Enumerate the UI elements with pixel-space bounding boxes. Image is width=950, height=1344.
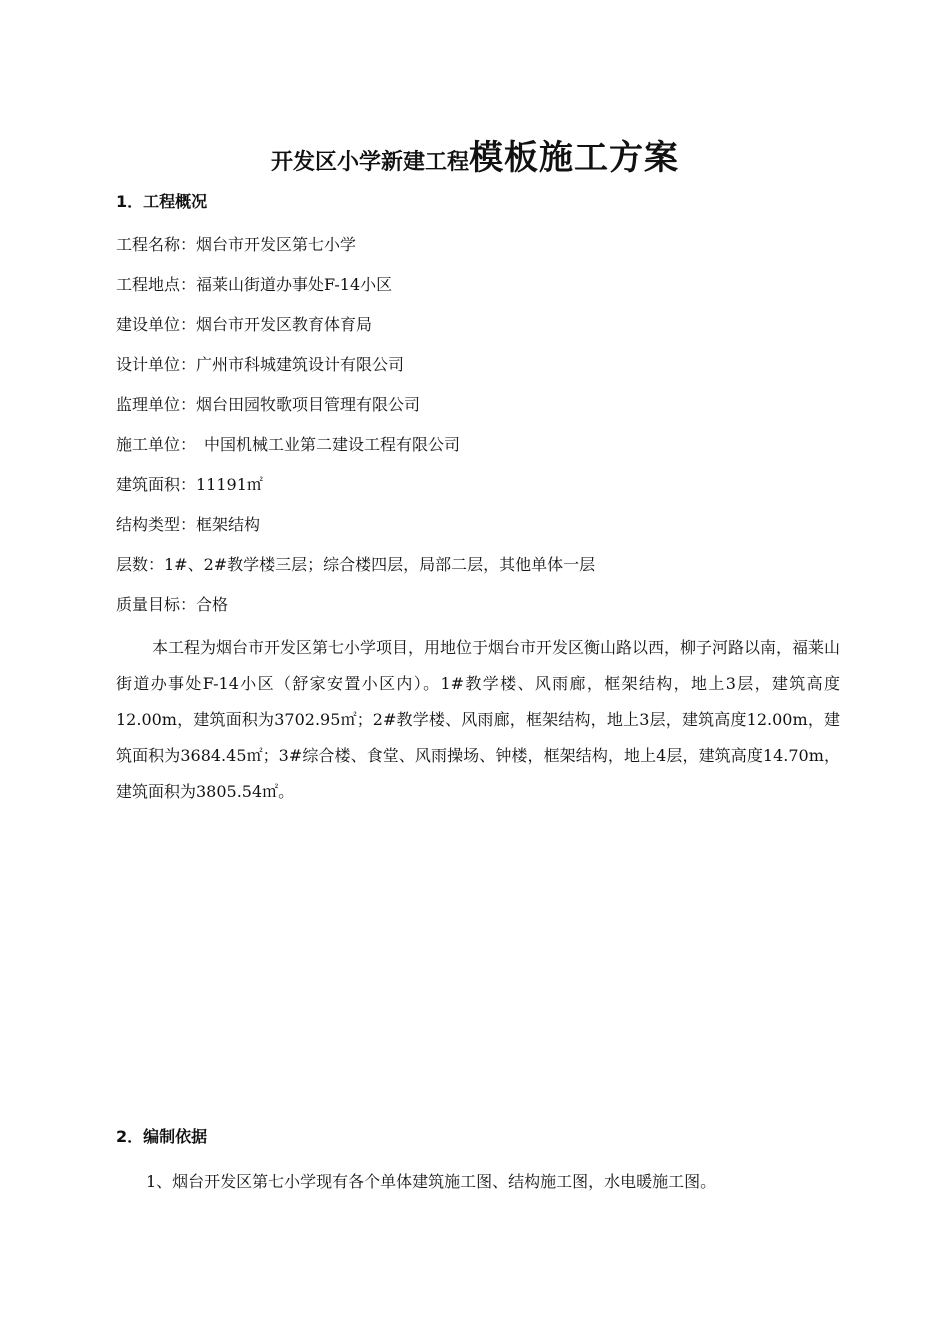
section-heading-basis: 2．编制依据 [116, 1127, 208, 1146]
info-row-location: 工程地点：福莱山街道办事处F-14小区 [116, 275, 393, 294]
info-row-contractor: 施工单位： 中国机械工业第二建设工程有限公司 [116, 435, 461, 454]
info-row-structure-type: 结构类型：框架结构 [116, 515, 261, 534]
title-main: 模板施工方案 [469, 138, 679, 178]
info-row-floors: 层数：1#、2#教学楼三层；综合楼四层，局部二层，其他单体一层 [116, 555, 596, 574]
info-row-quality-target: 质量目标：合格 [116, 595, 229, 614]
section-heading-overview: 1．工程概况 [116, 192, 208, 211]
overview-paragraph: 本工程为烟台市开发区第七小学项目，用地位于烟台市开发区衡山路以西，柳子河路以南，福莱山街道办事处F-14小区（舒家安置小区内）。1#教学楼、风雨廊，框架结构，地上3层，建筑高度12.00m，建筑面积为3702.95㎡；2#教学楼、风雨廊，框架结构，地上3层，建筑高度12.00m，建筑面积为3684.45㎡；3#综合楼、食堂、风雨操场、钟楼，框架结构，地上4层，建筑高度14.70m，建筑面积为3805.54㎡。 [116, 638, 841, 801]
info-row-supervisor: 监理单位：烟台田园牧歌项目管理有限公司 [116, 395, 421, 414]
project-info-list [116, 230, 846, 630]
info-row-building-area: 建筑面积：11191㎡ [116, 475, 263, 494]
document-title [0, 130, 950, 192]
basis-item: 1、烟台开发区第七小学现有各个单体建筑施工图、结构施工图，水电暖施工图。 [146, 1172, 717, 1191]
info-row-designer: 设计单位：广州市科城建筑设计有限公司 [116, 355, 405, 374]
info-row-owner: 建设单位：烟台市开发区教育体育局 [116, 315, 373, 334]
title-prefix: 开发区小学新建工程 [270, 150, 469, 175]
info-row-project-name: 工程名称：烟台市开发区第七小学 [116, 235, 357, 254]
